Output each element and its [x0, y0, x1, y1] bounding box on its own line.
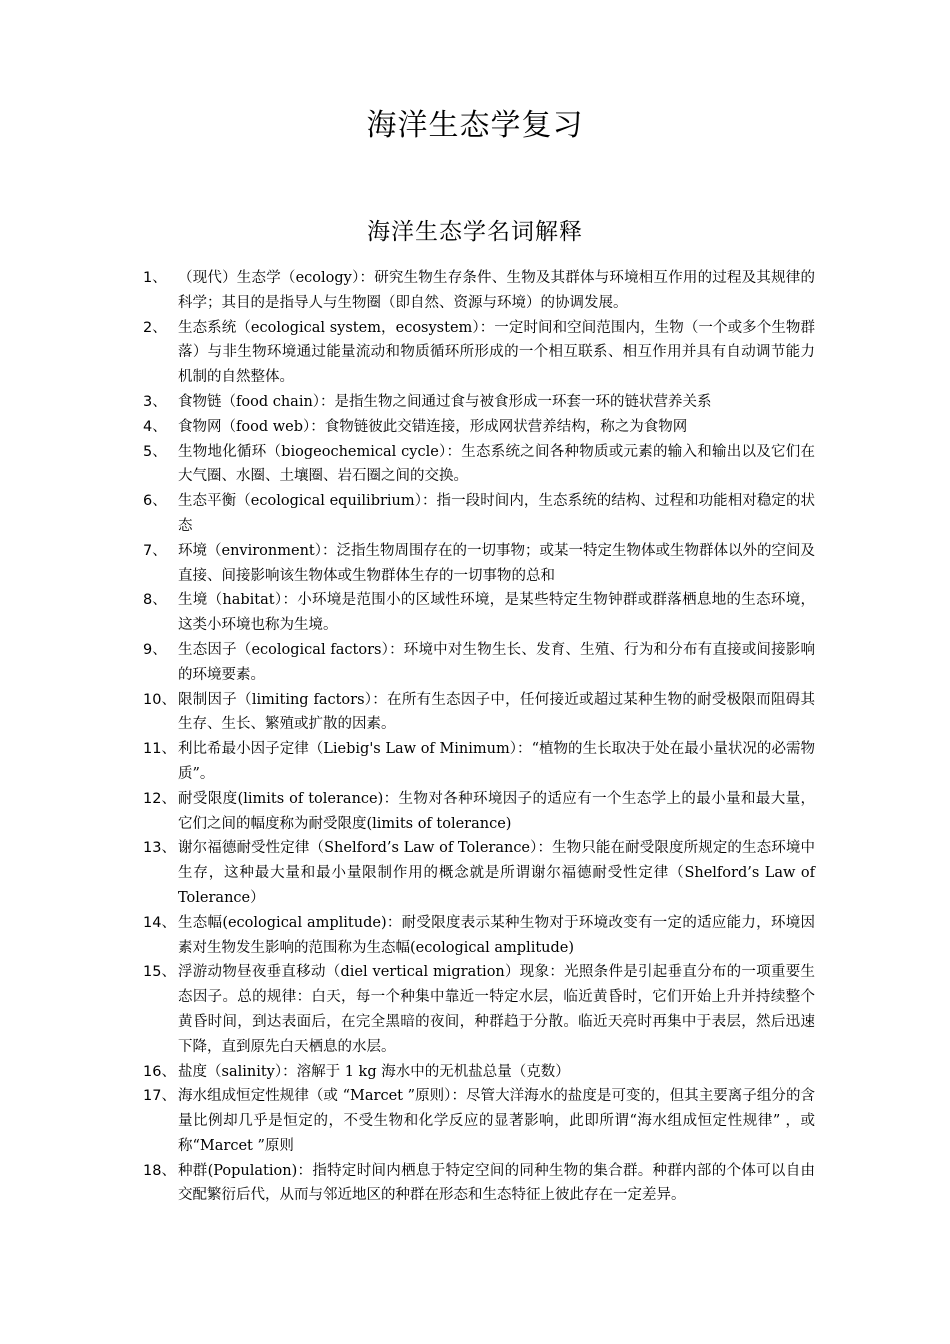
term-number: 7、	[143, 542, 167, 559]
term-definition: 环境（environment）：泛指生物周围存在的一切事物；或某一特定生物体或生物群体以外的空间及直接、间接影响该生物体或生物群体生存的一切事物的总和	[178, 542, 815, 584]
term-list	[143, 266, 815, 1208]
list-item	[143, 960, 815, 1059]
list-item	[143, 787, 815, 837]
term-definition: 生境（habitat）：小环境是范围小的区域性环境，是某些特定生物钟群或群落栖息地的生态环境，这类小环境也称为生境。	[178, 592, 815, 634]
term-number: 14、	[143, 914, 176, 931]
list-item	[143, 539, 815, 589]
term-definition: 利比希最小因子定律（Liebig's Law of Minimum）：“植物的生长取决于处在最小量状况的必需物质”。	[178, 741, 815, 782]
term-definition: 食物链（food chain）：是指生物之间通过食与被食形成一环套一环的链状营养关系	[178, 393, 712, 410]
term-definition: 生物地化循环（biogeochemical cycle）：生态系统之间各种物质或元素的输入和输出以及它们在大气圈、水圈、土壤圈、岩石圈之间的交换。	[178, 443, 815, 485]
term-number: 13、	[143, 840, 176, 857]
term-definition: 种群(Population)：指特定时间内栖息于特定空间的同种生物的集合群。种群内部的个体可以自由交配繁衍后代，从而与邻近地区的种群在形态和生态特征上彼此存在一定差异。	[178, 1162, 815, 1204]
term-definition: 生态系统（ecological system，ecosystem）：一定时间和空间范围内，生物（一个或多个生物群落）与非生物环境通过能量流动和物质循环所形成的一个相互联系、相互作用并具有自动调节能力机制的自然整体。	[178, 319, 815, 386]
section-title: 海洋生态学名词解释	[367, 219, 583, 245]
term-number: 11、	[143, 741, 176, 758]
list-item	[143, 638, 815, 688]
term-definition: 限制因子（limiting factors）：在所有生态因子中，任何接近或超过某种生物的耐受极限而阻碍其生存、生长、繁殖或扩散的因素。	[178, 691, 815, 733]
term-number: 5、	[143, 443, 167, 460]
term-number: 4、	[143, 418, 167, 435]
term-definition: 食物网（food web）：食物链彼此交错连接，形成网状营养结构，称之为食物网	[178, 418, 688, 435]
list-item	[143, 1084, 815, 1158]
term-number: 6、	[143, 493, 167, 510]
term-definition: 生态因子（ecological factors）：环境中对生物生长、发育、生殖、行为和分布有直接或间接影响的环境要素。	[178, 641, 815, 683]
list-item	[143, 390, 815, 415]
term-definition: 盐度（salinity）：溶解于 1 kg 海水中的无机盐总量（克数）	[178, 1063, 570, 1080]
term-definition: 浮游动物昼夜垂直移动（diel vertical migration）现象：光照条件是引起垂直分布的一项重要生态因子。总的规律：白天，每一个种集中靠近一特定水层，临近黄昏时，它们开始上升并持续整个黄昏时间，到达表面后，在完全黑暗的夜间，种群趋于分散。临近天亮时再集中于表层，然后迅速下降，直到原先白天栖息的水层。	[178, 964, 815, 1055]
list-item	[143, 1159, 815, 1209]
term-definition: 谢尔福德耐受性定律（Shelford’s Law of Tolerance）：生物只能在耐受限度所规定的生态环境中生存，这种最大量和最小量限制作用的概念就是所谓谢尔福德耐受性定律（Shelford’s Law of Tolerance）	[178, 840, 815, 906]
term-definition: （现代）生态学（ecology）：研究生物生存条件、生物及其群体与环境相互作用的过程及其规律的科学；其目的是指导人与生物圈（即自然、资源与环境）的协调发展。	[178, 270, 815, 311]
document-title: 海洋生态学复习	[366, 108, 584, 143]
list-item	[143, 440, 815, 490]
list-item	[143, 737, 815, 787]
term-number: 1、	[143, 270, 167, 286]
term-number: 2、	[143, 319, 167, 336]
list-item	[143, 489, 815, 539]
term-number: 3、	[143, 393, 167, 410]
list-item	[143, 836, 815, 910]
list-item	[143, 266, 815, 316]
term-definition: 生态平衡（ecological equilibrium）：指一段时间内，生态系统的结构、过程和功能相对稳定的状态	[178, 493, 815, 534]
term-definition: 耐受限度(limits of tolerance)：生物对各种环境因子的适应有一个生态学上的最小量和最大量，它们之间的幅度称为耐受限度(limits of tolerance)	[178, 790, 815, 832]
list-item	[143, 316, 815, 390]
term-number: 9、	[143, 641, 167, 658]
term-number: 18、	[143, 1162, 176, 1179]
term-definition: 海水组成恒定性规律（或 “Marcet ”原则）：尽管大洋海水的盐度是可变的，但其主要离子组分的含量比例却几乎是恒定的，不受生物和化学反应的显著影响，此即所谓“海水组成恒定性规律” ，或称“Marcet ”原则	[178, 1088, 815, 1154]
term-number: 10、	[143, 691, 176, 708]
term-number: 16、	[143, 1063, 176, 1080]
list-item	[143, 415, 815, 440]
list-item	[143, 911, 815, 961]
term-number: 8、	[143, 592, 167, 609]
term-number: 12、	[143, 790, 176, 807]
list-item	[143, 688, 815, 738]
term-definition: 生态幅(ecological amplitude)：耐受限度表示某种生物对于环境改变有一定的适应能力，环境因素对生物发生影响的范围称为生态幅(ecological amplitude)	[178, 914, 815, 956]
list-item	[143, 1060, 815, 1085]
term-number: 15、	[143, 964, 176, 981]
term-number: 17、	[143, 1088, 176, 1105]
list-item	[143, 588, 815, 638]
